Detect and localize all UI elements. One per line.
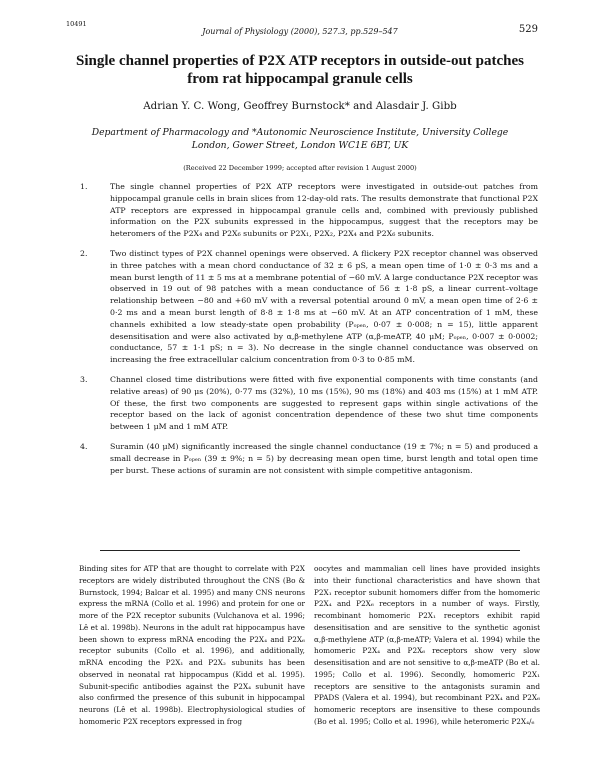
abstract-point [80,374,538,433]
received-accepted-dates: (Received 22 December 1999; accepted after revision 1 August 2000) [183,164,417,172]
abstract [80,181,538,484]
body-paragraph: Binding sites for ATP that are thought to correlate with P2X receptors are widely distributed throughout the CNS (Bo & Burnstock, 1994; Balcar et al. 1995) and many CNS neurons express the mRNA (Collo et al. 1996) and protein for one or more of the P2X receptor subunits (Vulchanova et al. 1996; Lê et al. 1998b). Neurons in the adult rat hippocampus have been shown to express mRNA encoding the P2X₄ and P2X₆ receptor subunits (Collo et al. 1996), and additionally, mRNA encoding the P2X₁ and P2X₂ subunits has been observed in neonatal rat hippocampus (Kidd et al. 1995). Subunit-specific antibodies against the P2X₄ subunit have also confirmed the presence of this subunit in hippocampal neurons (Lê et al. 1998b). Electrophysiological studies of homomeric P2X receptors expressed in frog [79,564,305,726]
body-paragraph: oocytes and mammalian cell lines have provided insights into their functional characteristics and have shown that P2X₁ receptor subunit homomers differ from the homomeric P2X₄ and P2X₆ receptors in a number of ways. Firstly, recombinant homomeric P2X₁ receptors exhibit rapid desensitisation and are sensitive to the synthetic agonist α,β-methylene ATP (α,β-meATP; Valera et al. 1994) while the homomeric P2X₄ and P2X₆ receptors show very slow desensitisation and are not sensitive to α,β-meATP (Bo et al. 1995; Collo et al. 1996). Secondly, homomeric P2X₁ receptors are sensitive to the antagonists suramin and PPADS (Valera et al. 1994), but recombinant P2X₄ and P2X₆ homomeric receptors are insensitive to these compounds (Bo et al. 1995; Collo et al. 1996), while heteromeric P2X₄/₆ [314,564,540,726]
abstract-point-number: 3. [80,374,88,384]
abstract-point-text: Two distinct types of P2X channel openings were observed. A flickery P2X receptor channel was observed in three patches with a mean chord conductance of 32 ± 6 pS, a mean open time of 1·0 ± 0·3 ms and a mean burst length of 11 ± 5 ms at a membrane potential of −60 mV. A large conductance P2X receptor was observed in 19 out of 98 patches with a mean conductance of 56 ± 1·8 pS, a linear current–voltage relationship between −80 and +60 mV with a reversal potential around 0 mV, a mean open time of 2·6 ± 0·2 ms and a mean burst length of 8·8 ± 1·8 ms at −60 mV. At an ATP concentration of 1 mM, these channels exhibited a low steady-state open probability (Pₒₚₑₙ, 0·07 ± 0·008; n = 15), little apparent desensitisation and were also activated by α,β-methylene ATP (α,β-meATP, 40 μM; Pₒₚₑₙ, 0·007 ± 0·0002; conductance, 57 ± 1·1 pS; n = 3). No decrease in the single channel conductance was observed on increasing the free extracellular calcium concentration from 0·3 to 0·85 mM. [110,248,538,365]
abstract-point-number: 1. [80,182,88,191]
article-id: 10491 [66,20,87,28]
abstract-point-text: Channel closed time distributions were fitted with five exponential components with time constants (and relative areas) of 90 μs (20%), 0·77 ms (32%), 10 ms (15%), 90 ms (18%) and 403 ms (15%) at 1 mM ATP. Of these, the first two components are suggested to represent gaps within single activations of the receptor based on the lack of agonist concentration dependence of these two shut time components between 1 μM and 1 mM ATP. [110,374,538,432]
author-list: Adrian Y. C. Wong, Geoffrey Burnstock* and Alasdair J. Gibb [143,100,457,112]
abstract-point [80,181,538,240]
journal-citation: Journal of Physiology (2000), 527.3, pp.529–547 [202,27,398,36]
body-column-right [314,563,540,728]
abstract-point-number: 2. [80,248,88,258]
page-number: 529 [518,24,538,35]
body-column-left [79,563,305,728]
affiliation: Department of Pharmacology and *Autonomic Neuroscience Institute, University College London, Gower Street, London WC1E 6BT, UK [91,127,509,151]
abstract-point-text: The single channel properties of P2X ATP receptors were investigated in outside-out patches from hippocampal granule cells in brain slices from 12-day-old rats. The results demonstrate that functional P2X ATP receptors are expressed in hippocampal granule cells and, combined with previously published information on the P2X subunits expressed in the hippocampus, suggest that the receptors may be heteromers of the P2X₄ and P2X₆ subunits or P2X₁, P2X₂, P2X₄ and P2X₆ subunits. [110,182,538,239]
section-divider [100,550,520,551]
abstract-point [80,248,538,366]
abstract-point-number: 4. [80,441,88,451]
abstract-point [80,441,538,476]
paper-title: Single channel properties of P2X ATP receptors in outside-out patches from rat hippocampal granule cells [76,53,524,87]
abstract-point-text: Suramin (40 μM) significantly increased the single channel conductance (19 ± 7%; n = 5) and produced a small decrease in Pₒₚₑₙ (39 ± 9%; n = 5) by decreasing mean open time, burst length and total open time per burst. These actions of suramin are not consistent with simple competitive antagonism. [110,441,538,475]
